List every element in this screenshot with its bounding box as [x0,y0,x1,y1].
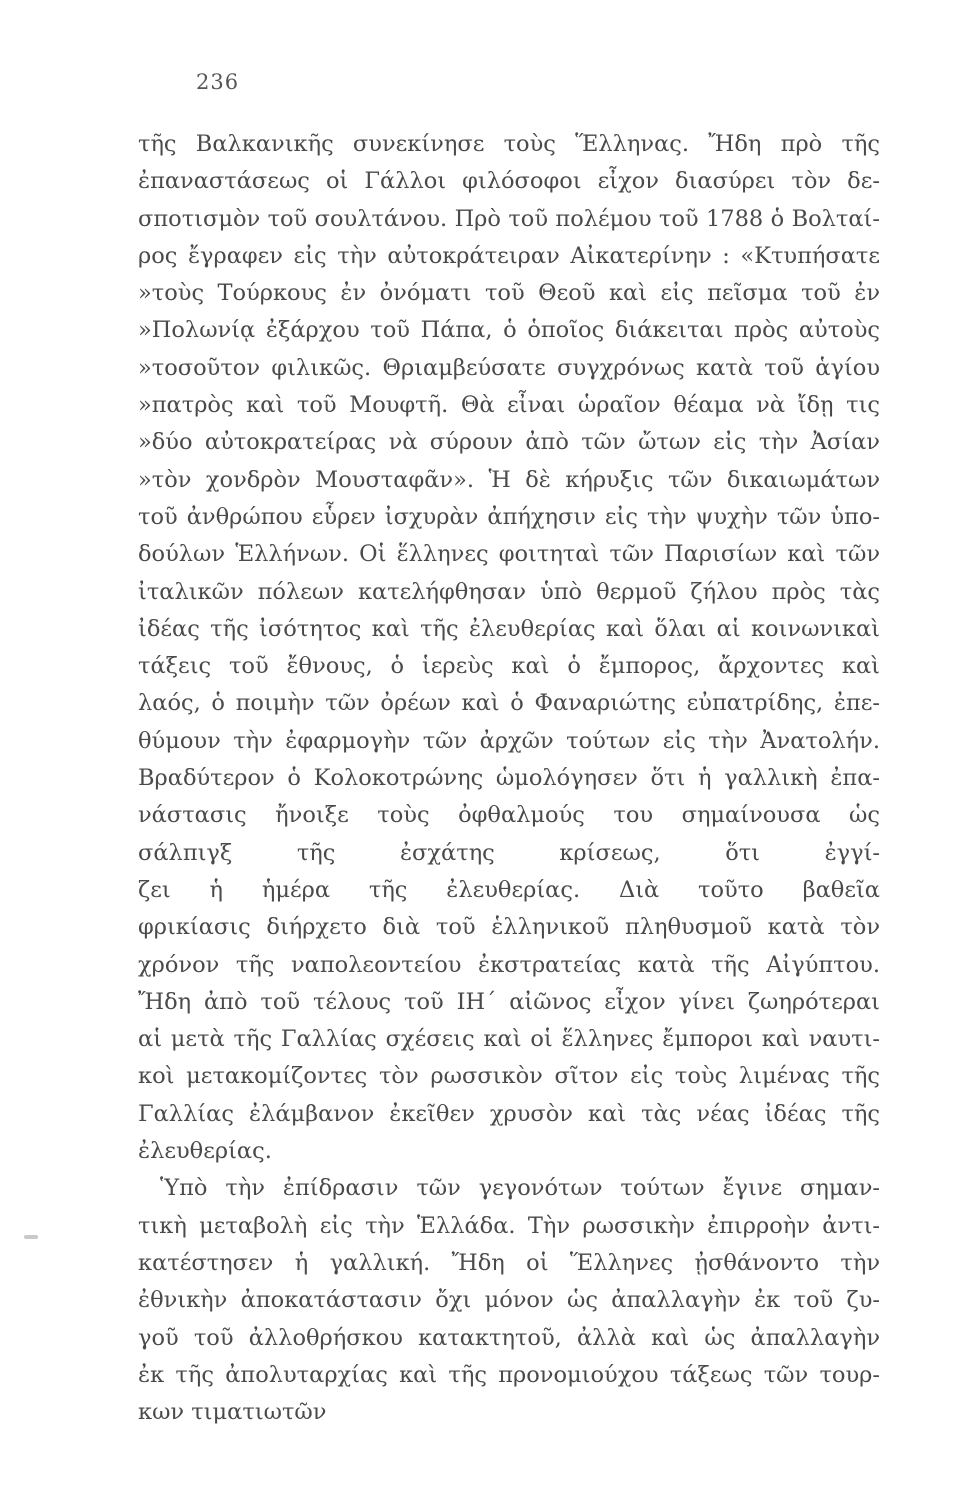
page-number: 236 [196,70,240,94]
text-line: ζει ἡ ἡμέρα τῆς ἐλευθερίας. Διὰ τοῦτο βαθεῖα [138,876,880,903]
text-line: φρικίασις διήρχετο διὰ τοῦ ἑλληνικοῦ πληθυσμοῦ κατὰ τὸν [138,914,880,941]
text-line: ἐθνικὴν ἀποκατάστασιν ὄχι μόνον ὡς ἀπαλλαγὴν ἐκ τοῦ ζυ- [138,1287,880,1314]
text-line: ἰδέας τῆς ἰσότητος καὶ τῆς ἐλευθερίας καὶ ὅλαι αἱ κοινωνικαὶ [138,615,880,642]
text-line: ἰταλικῶν πόλεων κατελήφθησαν ὑπὸ θερμοῦ ζήλου πρὸς τὰς [138,578,880,605]
scan-speck [24,1235,38,1239]
text-line: ἐλευθερίας. [138,1138,272,1165]
text-line: τάξεις τοῦ ἔθνους, ὁ ἱερεὺς καὶ ὁ ἔμπορος, ἄρχοντες καὶ [138,653,880,680]
text-line: λαός, ὁ ποιμὴν τῶν ὀρέων καὶ ὁ Φαναριώτης εὐπατρίδης, ἐπε- [138,690,880,717]
text-line: κοὶ μετακομίζοντες τὸν ρωσσικὸν σῖτον εἰς τοὺς λιμένας τῆς [138,1063,880,1090]
text-line: τικὴ μεταβολὴ εἰς τὴν Ἑλλάδα. Τὴν ρωσσικὴν ἐπιρροὴν ἀντι- [138,1212,880,1239]
text-line: χρόνον τῆς ναπολεοντείου ἐκστρατείας κατὰ τῆς Αἰγύπτου. [138,951,880,978]
text-line: τοῦ ἀνθρώπου εὗρεν ἰσχυρὰν ἀπήχησιν εἰς τὴν ψυχὴν τῶν ὑπο- [138,503,880,530]
text-line: »τὸν χονδρὸν Μουσταφᾶν». Ἡ δὲ κήρυξις τῶν δικαιωμάτων [138,466,880,493]
text-line: »τοσοῦτον φιλικῶς. Θριαμβεύσατε συγχρόνως κατὰ τοῦ ἁγίου [138,354,880,381]
text-line: κατέστησεν ἡ γαλλική. Ἤδη οἱ Ἕλληνες ᾐσθάνοντο τὴν [138,1249,880,1276]
text-line: αἱ μετὰ τῆς Γαλλίας σχέσεις καὶ οἱ ἕλληνες ἔμποροι καὶ ναυτι- [138,1026,880,1053]
text-line: ρος ἔγραφεν εἰς τὴν αὐτοκράτειραν Αἰκατερίνην : «Κτυπήσατε [138,242,880,269]
text-line: »πατρὸς καὶ τοῦ Μουφτῆ. Θὰ εἶναι ὡραῖον θέαμα νὰ ἴδῃ τις [138,392,880,419]
text-line: γοῦ τοῦ ἀλλοθρήσκου κατακτητοῦ, ἀλλὰ καὶ ὡς ἀπαλλαγὴν [138,1324,880,1351]
body-text [138,126,880,1431]
text-line: »Πολωνίᾳ ἐξάρχου τοῦ Πάπα, ὁ ὁποῖος διάκειται πρὸς αὐτοὺς [138,317,880,344]
text-line: ἐκ τῆς ἀπολυταρχίας καὶ τῆς προνομιούχου τάξεως τῶν τουρ- [138,1361,880,1388]
text-line: σάλπιγξ τῆς ἐσχάτης κρίσεως, ὅτι ἐγγί- [138,839,880,866]
text-line: τῆς Βαλκανικῆς συνεκίνησε τοὺς Ἕλληνας. Ἤδη πρὸ τῆς [138,131,880,157]
text-line: Γαλλίας ἐλάμβανον ἐκεῖθεν χρυσὸν καὶ τὰς νέας ἰδέας τῆς [138,1100,880,1127]
text-line: ἐπαναστάσεως οἱ Γάλλοι φιλόσοφοι εἶχον διασύρει τὸν δε- [138,168,880,195]
text-line: »δύο αὐτοκρατείρας νὰ σύρουν ἀπὸ τῶν ὤτων εἰς τὴν Ἀσίαν [138,429,880,456]
text-line: Ἤδη ἀπὸ τοῦ τέλους τοῦ ΙΗ´ αἰῶνος εἶχον γίνει ζωηρότεραι [138,988,880,1015]
text-line: Ὑπὸ τὴν ἐπίδρασιν τῶν γεγονότων τούτων ἔγινε σημαν- [160,1175,880,1202]
text-line: σποτισμὸν τοῦ σουλτάνου. Πρὸ τοῦ πολέμου τοῦ 1788 ὁ Βολταί- [138,205,880,232]
text-line: »τοὺς Τούρκους ἐν ὀνόματι τοῦ Θεοῦ καὶ εἰς πεῖσμα τοῦ ἐν [138,280,880,307]
text-line: Βραδύτερον ὁ Κολοκοτρώνης ὡμολόγησεν ὅτι ἡ γαλλικὴ ἐπα- [138,765,880,792]
text-line: κων τιματιωτῶν [138,1399,327,1426]
text-line: θύμουν τὴν ἐφαρμογὴν τῶν ἀρχῶν τούτων εἰς τὴν Ἀνατολήν. [138,727,880,754]
text-line: δούλων Ἑλλήνων. Οἱ ἕλληνες φοιτηταὶ τῶν Παρισίων καὶ τῶν [138,541,880,568]
text-line: νάστασις ἤνοιξε τοὺς ὀφθαλμούς του σημαίνουσα ὡς [138,802,880,829]
